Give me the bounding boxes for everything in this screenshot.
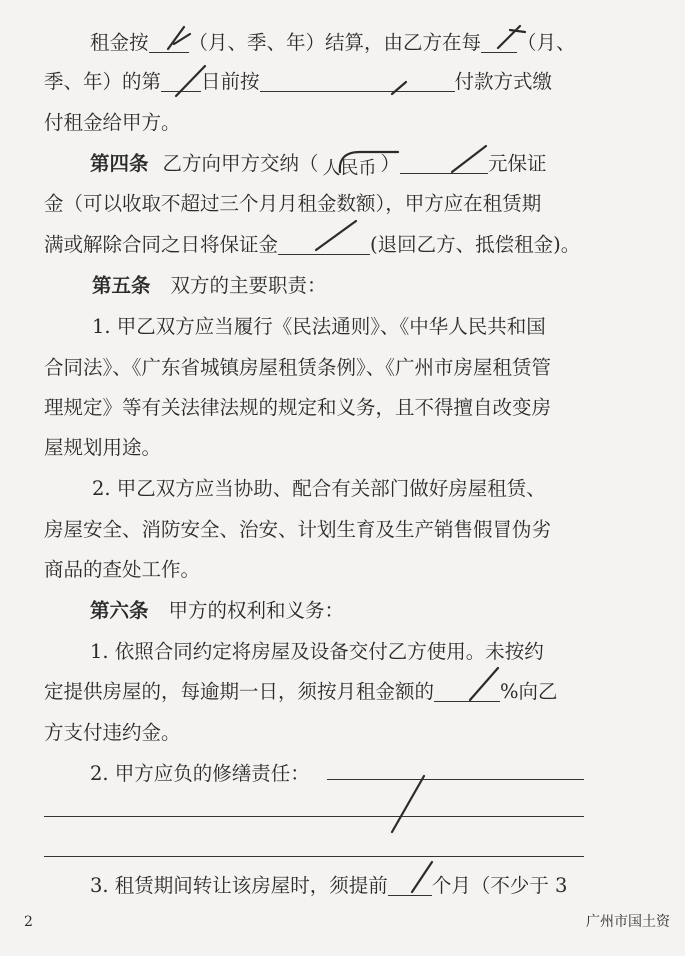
article6-p1-line-1: [90, 632, 544, 672]
pen-slash-mark: [392, 776, 424, 832]
text: 理规定》等有关法律法规的规定和义务，且不得擅自改变房: [44, 396, 552, 419]
blank-deposit-disposition[interactable]: [278, 230, 370, 255]
text: 个月（不少于 3: [431, 874, 568, 897]
rent-line-1: [90, 23, 576, 63]
article5-heading: 第五条: [92, 274, 151, 297]
article6-heading: 第六条: [90, 599, 149, 622]
text: 付款方式缴: [454, 70, 553, 93]
article5-p2-line-3: [44, 550, 200, 590]
text: 屋规划用途。: [44, 436, 162, 459]
blank-settlement-period[interactable]: [149, 28, 189, 53]
blank-repair-duty-2[interactable]: [44, 816, 584, 817]
article4-line-3: [44, 225, 580, 265]
text: 合同法》、《广东省城镇房屋租赁条例》、《广州市房屋租赁管: [44, 356, 552, 379]
text: 2. 甲乙双方应当协助、配合有关部门做好房屋租赁、: [92, 477, 546, 500]
blank-repair-duty-1[interactable]: [327, 779, 584, 780]
text: 金（可以收取不超过三个月月租金数额），甲方应在租赁期: [44, 192, 542, 215]
text: ）: [380, 152, 401, 175]
article4-heading: 第四条: [90, 152, 149, 175]
page-number: 2: [24, 914, 33, 930]
text: 甲方的权利和义务：: [168, 599, 345, 622]
text: 1. 甲乙双方应当履行《民法通则》、《中华人民共和国: [92, 315, 546, 338]
article6-p1-line-2: [44, 672, 558, 712]
publisher-footer: 广州市国土资: [586, 914, 670, 930]
text: %向乙: [500, 680, 558, 703]
text: 元保证: [488, 152, 547, 175]
article6-p3-line: [90, 866, 567, 906]
article5-p1-line-4: [44, 428, 161, 468]
text: 3. 租赁期间转让该房屋时，须提前: [90, 874, 388, 897]
blank-deposit-amount[interactable]: [400, 149, 488, 174]
text: (退回乙方、抵偿租金)。: [370, 233, 581, 256]
text: 房屋安全、消防安全、治安、计划生育及生产销售假冒伪劣: [44, 518, 552, 541]
currency-text: 人民币: [322, 158, 377, 179]
text: 付租金给甲方。: [44, 111, 181, 134]
text: 租金按: [90, 31, 149, 54]
blank-payment-period[interactable]: [481, 28, 517, 53]
text: 2. 甲方应负的修缮责任：: [90, 762, 310, 785]
blank-repair-duty-3[interactable]: [44, 856, 584, 857]
text: 乙方向甲方交纳（: [162, 152, 319, 175]
handwritten-currency: [319, 148, 381, 179]
text: 方支付违约金。: [44, 721, 181, 744]
text: 季、年）的第: [44, 70, 162, 93]
article6-p2-line: [90, 754, 310, 794]
blank-payment-method[interactable]: [260, 67, 455, 92]
article5-heading-line: [92, 266, 327, 306]
blank-payment-day[interactable]: [161, 67, 201, 92]
text: （月、季、年）结算，由乙方在每: [188, 31, 482, 54]
text: 1. 依照合同约定将房屋及设备交付乙方使用。未按约: [90, 640, 544, 663]
text: （月、: [517, 31, 576, 54]
article4-line-2: [44, 184, 541, 224]
article5-p1-line-1: [92, 307, 546, 347]
blank-penalty-percent[interactable]: [434, 677, 500, 702]
text: 定提供房屋的，每逾期一日，须按月租金额的: [44, 680, 435, 703]
article6-heading-line: [90, 591, 344, 631]
article5-p1-line-2: [44, 348, 551, 388]
rent-line-3: [44, 103, 181, 143]
text: 满或解除合同之日将保证金: [44, 233, 279, 256]
text: 双方的主要职责：: [170, 274, 327, 297]
blank-notice-months[interactable]: [388, 871, 432, 896]
article5-p1-line-3: [44, 388, 551, 428]
article4-line-1: [90, 144, 547, 184]
article6-p1-line-3: [44, 713, 181, 753]
text: 商品的查处工作。: [44, 558, 201, 581]
rent-line-2: [44, 62, 552, 102]
text: 日前按: [201, 70, 260, 93]
article5-p2-line-2: [44, 510, 551, 550]
article5-p2-line-1: [92, 469, 546, 509]
